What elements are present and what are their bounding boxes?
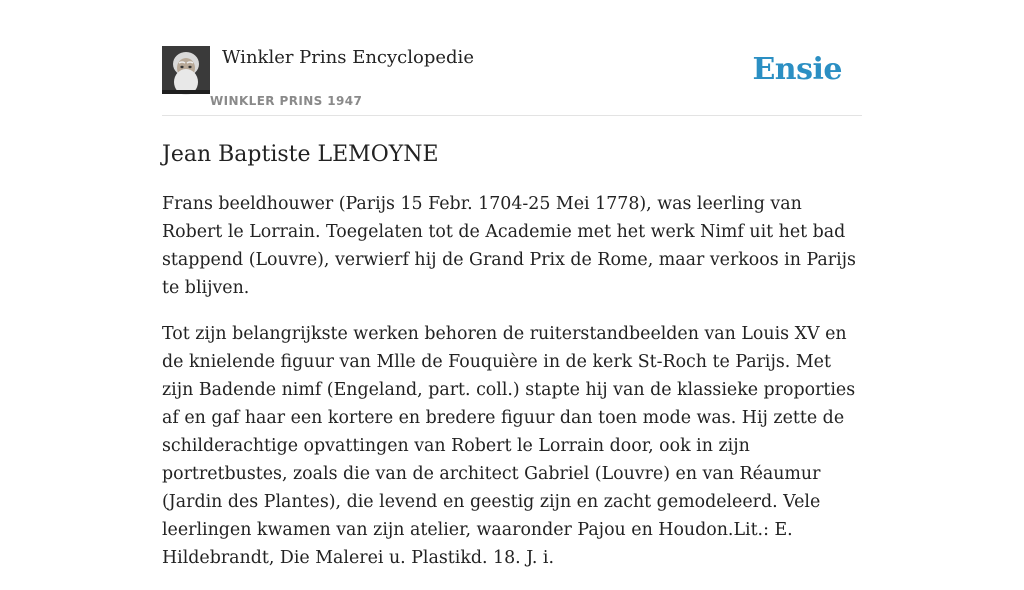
article-paragraph: Tot zijn belangrijkste werken behoren de ruiterstandbeelden van Louis XV en de knielende figuur van Mlle de Fouquière in de kerk St-Roch te Parijs. Met zijn Badende nimf (Engeland, part. coll.) stapte hij van de klassieke proporties af en gaf haar een kortere en bredere figuur dan toen mode was. Hij zette de schilderachtige opvattingen van Robert le Lorrain door, ook in zijn portretbustes, zoals die van de architect Gabriel (Louvre) en van Réaumur (Jardin des Plantes), die levend en geestig zijn en zacht gemodeleerd. Vele leerlingen kwamen van zijn atelier, waaronder Pajou en Houdon.Lit.: E. Hildebrandt, Die Malerei u. Plastikd. 18. J. i. xyxy=(162,324,856,568)
article-paragraph: Frans beeldhouwer (Parijs 15 Febr. 1704-25 Mei 1778), was leerling van Robert le Lorrain. Toegelaten tot de Academie met het werk Nimf uit het bad stappend (Louvre), verwierf hij de Grand Prix de Rome, maar verkoos in Parijs te blijven. xyxy=(162,194,856,298)
ensie-logo[interactable]: Ensie xyxy=(752,52,842,87)
site-header xyxy=(162,46,862,116)
article xyxy=(162,140,862,590)
edition-subtitle: WINKLER PRINS 1947 xyxy=(210,94,363,108)
portrait-avatar-icon[interactable] xyxy=(162,46,210,94)
site-title[interactable]: Winkler Prins Encyclopedie xyxy=(222,47,474,68)
article-title: Jean Baptiste LEMOYNE xyxy=(162,142,439,167)
